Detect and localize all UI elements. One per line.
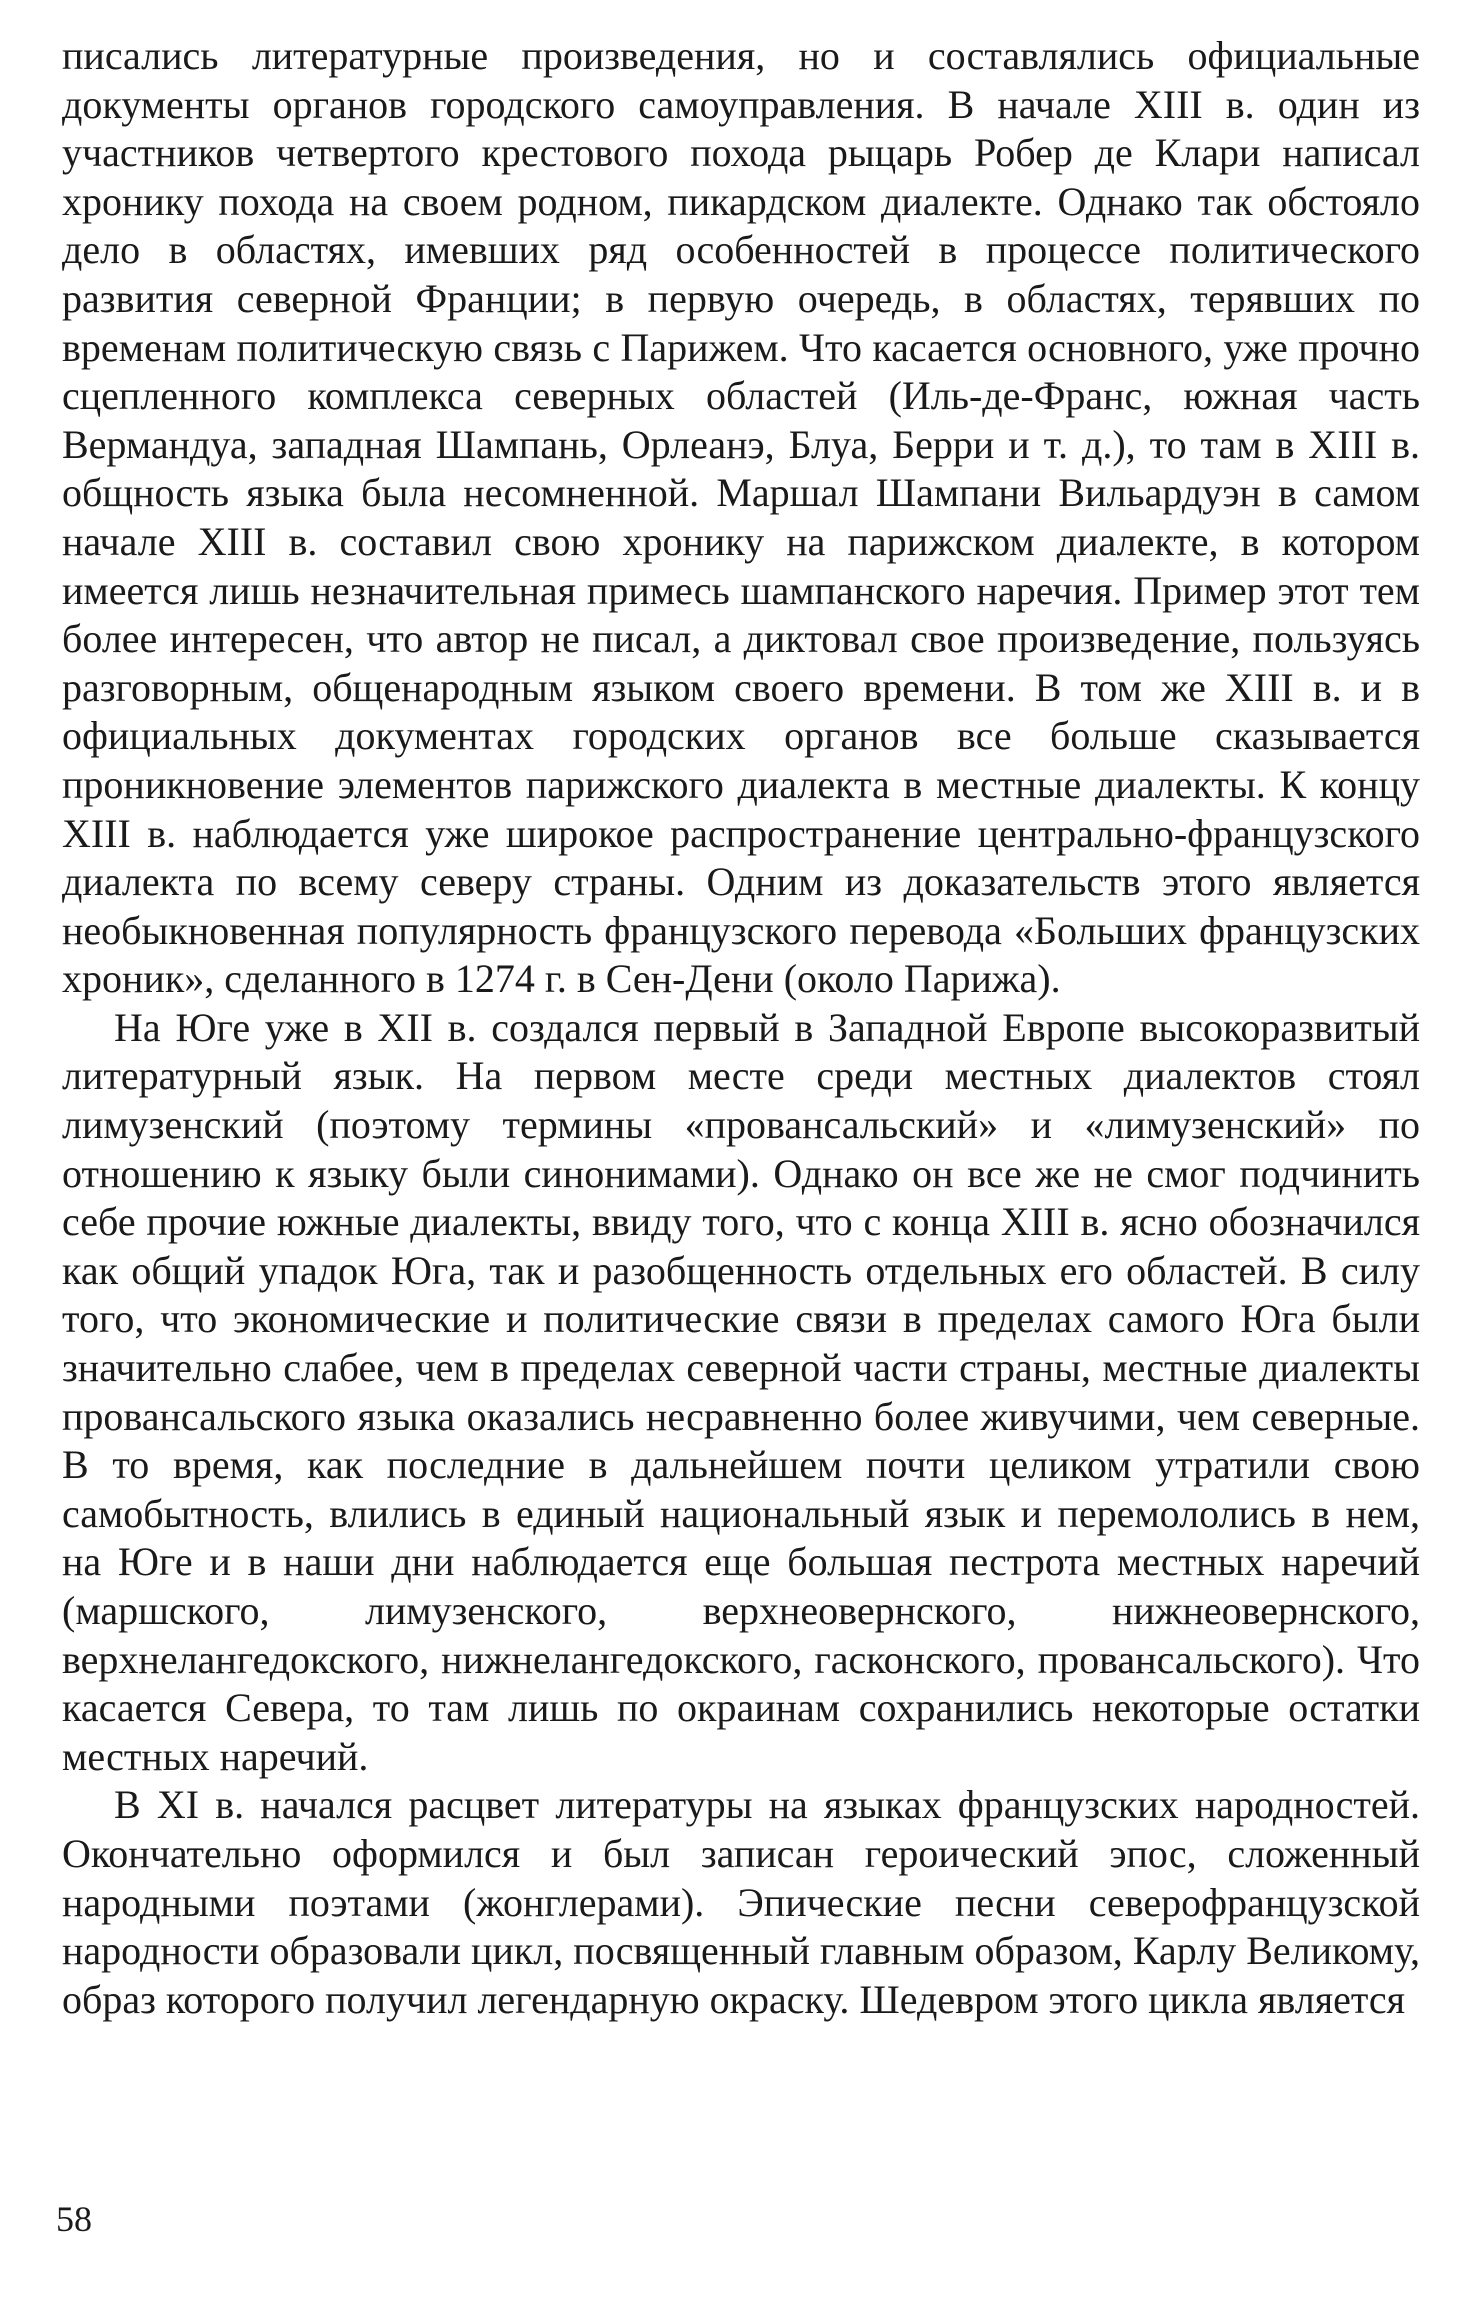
paragraph-literature-flourishing: В XI в. начался расцвет литературы на языках французских народностей. Окончательно оформился и был записан героический эпос, сложенный народными поэтами (жонглерами). Эпические песни северофранцузской народности образовали цикл, посвященный главным образом, Карлу Великому, образ которого получил легендарную окраску. Шедевром этого цикла является bbox=[62, 1782, 1420, 2022]
page-body bbox=[62, 32, 1420, 2024]
paragraph-south-language: На Юге уже в XII в. создался первый в Западной Европе высокоразвитый литературный язык. На первом месте среди местных диалектов стоял лимузенский (поэтому термины «провансальский» и «лимузенский» по отношению к языку были синонимами). Однако он все же не смог подчинить себе прочие южные диалекты, ввиду того, что с конца XIII в. ясно обозначился как общий упадок Юга, так и разобщенность отдельных его областей. В силу того, что экономические и политические связи в пределах самого Юга были значительно слабее, чем в пределах северной части страны, местные диалекты провансальского языка оказались несравненно более живучими, чем северные. В то время, как последние в дальнейшем почти целиком утратили свою самобытность, влились в единый национальный язык и перемололись в нем, на Юге и в наши дни наблюдается еще большая пестрота местных наречий (маршского, лимузенского, верхнеовернского, нижнеовернского, верхнелангедокского, нижнелангедокского, гасконского, провансальского). Что касается Севера, то там лишь по окраинам сохранились некоторые остатки местных наречий. bbox=[62, 1004, 1420, 1779]
paragraph-continuation: писались литературные произведения, но и составлялись официальные документы органов городского самоуправления. В начале XIII в. один из участников четвертого крестового похода рыцарь Робер де Клари написал хронику похода на своем родном, пикардском диалекте. Однако так обстояло дело в областях, имевших ряд особенностей в процессе политического развития северной Франции; в первую очередь, в областях, терявших по временам политическую связь с Парижем. Что касается основного, уже прочно сцепленного комплекса северных областей (Иль-де-Франс, южная часть Вермандуа, западная Шампань, Орлеанэ, Блуа, Берри и т. д.), то там в XIII в. общность языка была несомненной. Маршал Шампани Вильардуэн в самом начале XIII в. составил свою хронику на парижском диалекте, в котором имеется лишь незначительная примесь шампанского наречия. Пример этот тем более интересен, что автор не писал, а диктовал свое произведение, пользуясь разговорным, общенародным языком своего времени. В том же XIII в. и в официальных документах городских органов все больше сказывается проникновение элементов парижского диалекта в местные диалекты. К концу XIII в. наблюдается уже широкое распространение центрально-французского диалекта по всему северу страны. Одним из доказательств этого является необыкновенная популярность французского перевода «Больших французских хроник», сделанного в 1274 г. в Сен-Дени (около Парижа). bbox=[62, 33, 1420, 1002]
page-number: 58 bbox=[56, 2199, 92, 2239]
